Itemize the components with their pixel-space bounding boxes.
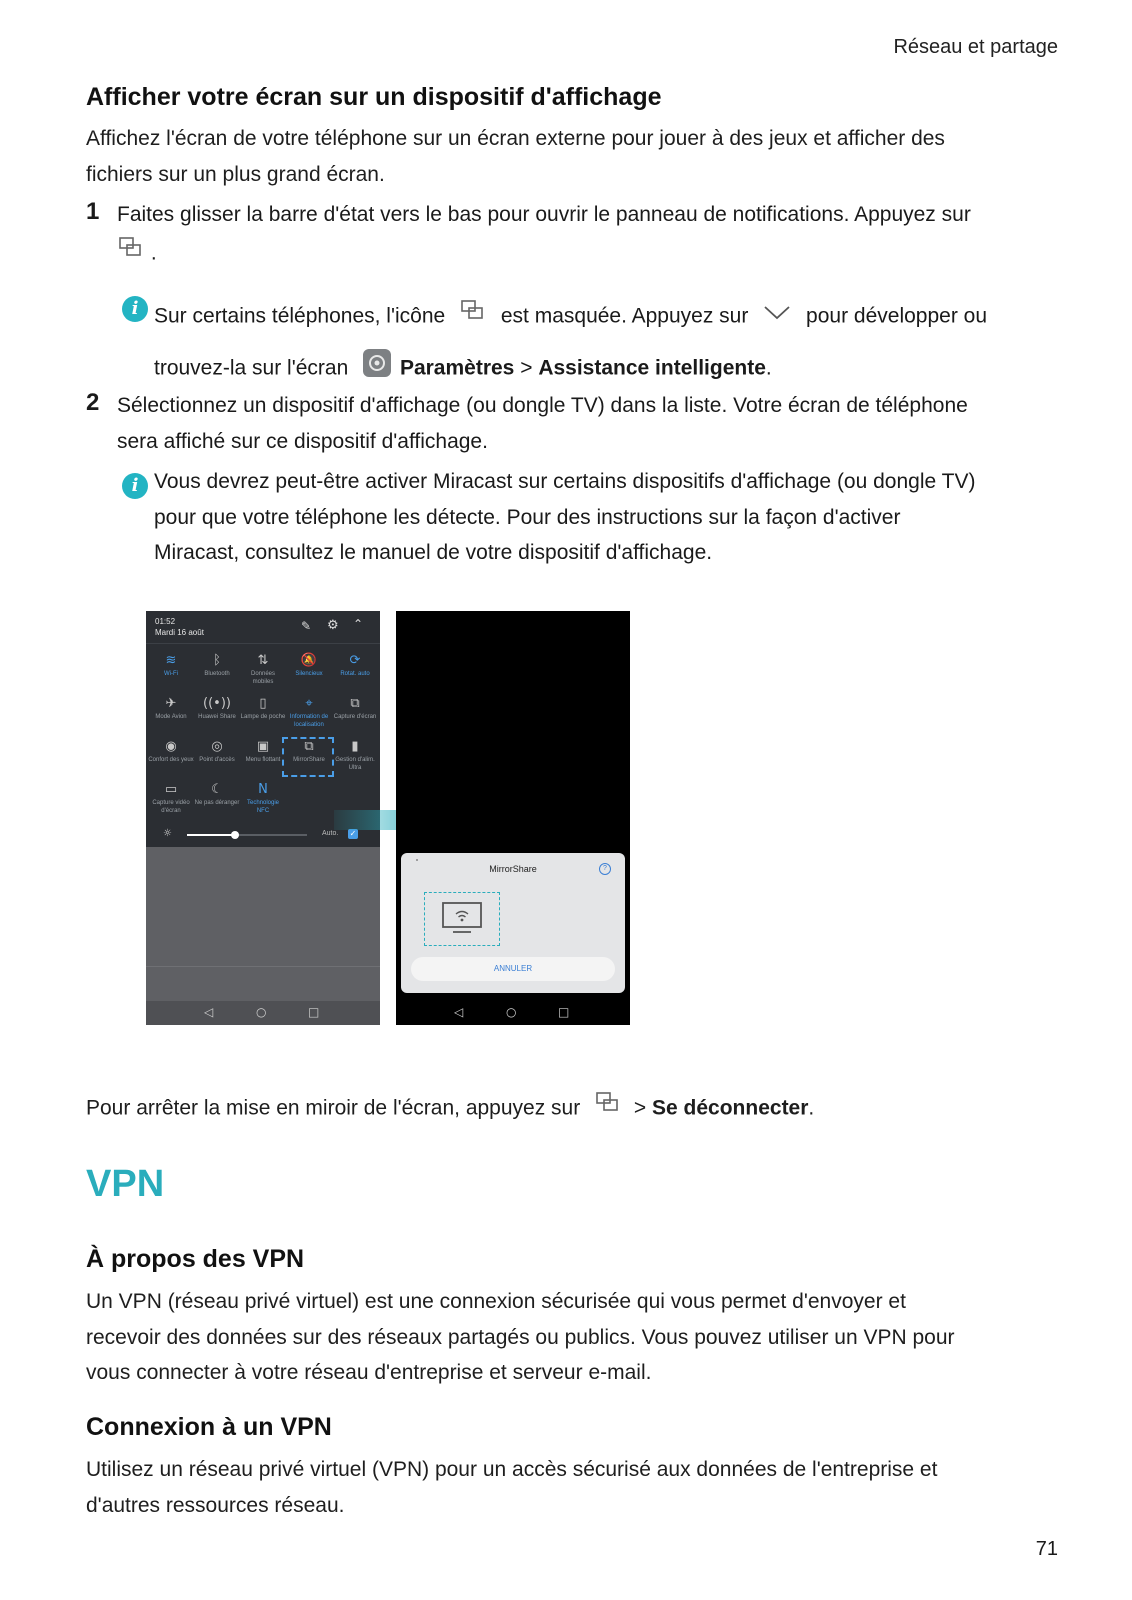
nfc-icon: N <box>258 782 268 797</box>
mirrorshare-icon <box>459 298 487 336</box>
quick-tile[interactable] <box>148 696 194 721</box>
quick-tile-label: Données mobiles <box>250 671 276 685</box>
cancel-button[interactable]: ANNULER <box>411 957 615 981</box>
quick-tile-label: Menu flottant <box>245 757 281 763</box>
flashlight-icon: ▯ <box>259 696 267 711</box>
info-icon: i <box>122 296 148 322</box>
info-icon: i <box>122 473 148 499</box>
chevron-down-icon <box>762 299 792 335</box>
back-icon[interactable]: ◁ <box>454 1005 464 1019</box>
smart-assistance-label: Assistance intelligente <box>538 355 766 379</box>
quick-tile[interactable] <box>148 782 194 815</box>
page-number: 71 <box>1035 1538 1058 1560</box>
quick-tile-label: Point d'accès <box>199 757 235 763</box>
quick-tile[interactable] <box>332 696 378 721</box>
about-line: vous connecter à votre réseau d'entreprise et serveur e-mail. <box>86 1361 652 1384</box>
auto-brightness-checkbox[interactable]: ✓ <box>349 829 357 838</box>
settings-app-icon <box>362 348 392 390</box>
notification-area <box>146 847 380 1025</box>
quick-tile-label: Lampe de poche <box>240 714 286 720</box>
eye-icon: ◉ <box>165 739 177 754</box>
airplane-icon: ✈ <box>165 696 177 711</box>
step-1-suffix: . <box>150 240 157 264</box>
stop-end: . <box>808 1096 815 1120</box>
share-icon: ((•)) <box>203 696 231 711</box>
rotate-icon: ⟳ <box>349 653 361 668</box>
stop-text: Pour arrêter la mise en miroir de l'écran, appuyez sur <box>86 1096 581 1120</box>
tv-icon <box>441 901 483 935</box>
note-2-line: Miracast, consultez le manuel de votre dispositif d'affichage. <box>154 541 713 564</box>
quick-tile[interactable] <box>194 696 240 721</box>
about-vpn-title: À propos des VPN <box>86 1245 305 1273</box>
status-time: 01:52 <box>155 617 176 626</box>
quick-tile[interactable] <box>194 739 240 764</box>
quick-tile[interactable] <box>240 696 286 721</box>
quick-tile-label: Bluetooth <box>204 671 230 677</box>
quick-tile-label: Silencieux <box>295 671 323 677</box>
quick-tile[interactable] <box>194 782 240 807</box>
note-2 <box>154 464 1064 571</box>
quick-tile-label: Rotat. auto <box>340 671 370 677</box>
quick-tile-label: Ne pas déranger <box>194 800 240 806</box>
quick-tile[interactable] <box>332 739 378 772</box>
step-number: 1 <box>86 198 100 225</box>
connect-vpn-text <box>86 1452 1046 1523</box>
dialog-title: MirrorShare <box>489 864 537 874</box>
note-2-line: pour que votre téléphone les détecte. Pour des instructions sur la façon d'activer <box>154 505 901 529</box>
intro-line: Affichez l'écran de votre téléphone sur un écran externe pour jouer à des jeux et afficher des <box>86 127 945 150</box>
back-icon[interactable]: ◁ <box>204 1005 214 1019</box>
note-1 <box>154 298 1064 389</box>
quick-tile[interactable] <box>286 653 332 678</box>
quick-tile-label: Technologie NFC <box>246 800 280 814</box>
quick-tile[interactable] <box>240 653 286 686</box>
quick-tile-label: Mode Avion <box>155 714 187 720</box>
mirrorshare-dialog <box>401 853 625 993</box>
quick-tile[interactable] <box>148 739 194 764</box>
navigation-bar <box>146 1001 380 1025</box>
quick-tile-label: Confort des yeux <box>148 757 194 763</box>
stop-mirroring-text <box>86 1090 1046 1128</box>
auto-brightness-label: Auto. <box>322 830 339 837</box>
quick-tile[interactable] <box>194 653 240 678</box>
bluetooth-icon: ᛒ <box>213 653 221 668</box>
quick-tile-label: Huawei Share <box>198 714 236 720</box>
note-1-text: pour développer ou <box>806 304 988 328</box>
edit-icon: ✎ <box>301 619 312 633</box>
mirror-section-title: Afficher votre écran sur un dispositif d'affichage <box>86 83 662 111</box>
mobile-data-icon: ⇅ <box>257 653 269 668</box>
gear-icon: ⚙ <box>327 618 339 633</box>
mirrorshare-icon <box>117 235 145 273</box>
step-2-text <box>117 388 1057 459</box>
battery-icon: ▮ <box>351 739 359 754</box>
phone-screenshot-mirrorshare <box>396 611 630 1025</box>
chevron-up-icon: ⌃ <box>353 617 364 631</box>
step-number: 2 <box>86 389 100 416</box>
intro-line: fichiers sur un plus grand écran. <box>86 162 385 186</box>
step-2-line: sera affiché sur ce dispositif d'affichage. <box>117 429 488 453</box>
help-icon[interactable]: ? <box>599 863 611 875</box>
home-icon[interactable]: ○ <box>256 1005 267 1019</box>
quick-tile[interactable] <box>332 653 378 678</box>
hotspot-icon: ◎ <box>211 739 223 754</box>
section-header: Réseau et partage <box>893 36 1058 58</box>
connect-line: Utilisez un réseau privé virtuel (VPN) pour un accès sécurisé aux données de l'entreprise et <box>86 1458 938 1481</box>
quick-tile-label: Wi-Fi <box>164 671 178 677</box>
display-device[interactable] <box>424 892 500 946</box>
location-icon: ⌖ <box>305 696 313 711</box>
quick-tile[interactable] <box>240 739 286 764</box>
wifi-icon: ≋ <box>165 653 177 668</box>
vpn-chapter-title: VPN <box>86 1163 165 1205</box>
status-date: Mardi 16 août <box>155 628 204 637</box>
about-vpn-text <box>86 1284 1046 1391</box>
navigation-bar <box>396 1001 630 1025</box>
floating-menu-icon: ▣ <box>256 739 270 754</box>
step-1-line: Faites glisser la barre d'état vers le bas pour ouvrir le panneau de notifications. Appuyez sur <box>117 203 971 226</box>
note-1-text: est masquée. Appuyez sur <box>500 304 749 328</box>
screenshot-icon: ⧉ <box>350 696 360 711</box>
quick-tile-label: Capture d'écran <box>333 714 377 720</box>
home-icon[interactable]: ○ <box>506 1005 517 1019</box>
mirrorshare-icon: ⧉ <box>304 739 314 754</box>
disconnect-label: Se déconnecter <box>652 1096 809 1120</box>
note-1-text: trouvez-la sur l'écran <box>154 355 349 379</box>
step-2-line: Sélectionnez un dispositif d'affichage (ou dongle TV) dans la liste. Votre écran de téléphone <box>117 394 968 417</box>
note-1-end: . <box>765 355 772 379</box>
brightness-slider[interactable] <box>187 834 307 836</box>
recents-icon[interactable]: □ <box>308 1005 320 1019</box>
quick-tile[interactable] <box>286 696 332 729</box>
quick-tile[interactable] <box>148 653 194 678</box>
quick-tile-label: MirrorShare <box>293 757 325 763</box>
recents-icon[interactable]: □ <box>558 1005 570 1019</box>
moon-icon: ☾ <box>211 782 223 797</box>
settings-label: Paramètres <box>399 355 515 379</box>
about-line: Un VPN (réseau privé virtuel) est une connexion sécurisée qui vous permet d'envoyer et <box>86 1290 906 1313</box>
mirror-intro <box>86 121 1046 192</box>
path-separator: > <box>633 1096 647 1120</box>
step-1-text <box>117 197 1057 272</box>
note-2-line: Vous devrez peut-être activer Miracast sur certains dispositifs d'affichage (ou dongle TV) <box>154 470 976 493</box>
quick-tile-label: Information de localisation <box>289 714 329 728</box>
brightness-icon: ☼ <box>163 828 172 839</box>
mirrorshare-highlight <box>282 737 334 777</box>
mirrorshare-icon <box>594 1090 622 1128</box>
connect-vpn-title: Connexion à un VPN <box>86 1413 332 1441</box>
quick-tile[interactable] <box>240 782 286 815</box>
screen-record-icon: ▭ <box>164 782 178 797</box>
path-separator: > <box>520 355 533 379</box>
mute-icon: 🔕 <box>300 653 318 668</box>
about-line: recevoir des données sur des réseaux partagés ou publics. Vous pouvez utiliser un VPN pour <box>86 1325 955 1349</box>
quick-tile-label: Gestion d'alim. Ultra <box>335 757 375 771</box>
connect-line: d'autres ressources réseau. <box>86 1493 345 1517</box>
quick-tile-label: Capture vidéo d'écran <box>152 800 190 814</box>
note-1-text: Sur certains téléphones, l'icône <box>154 304 446 328</box>
